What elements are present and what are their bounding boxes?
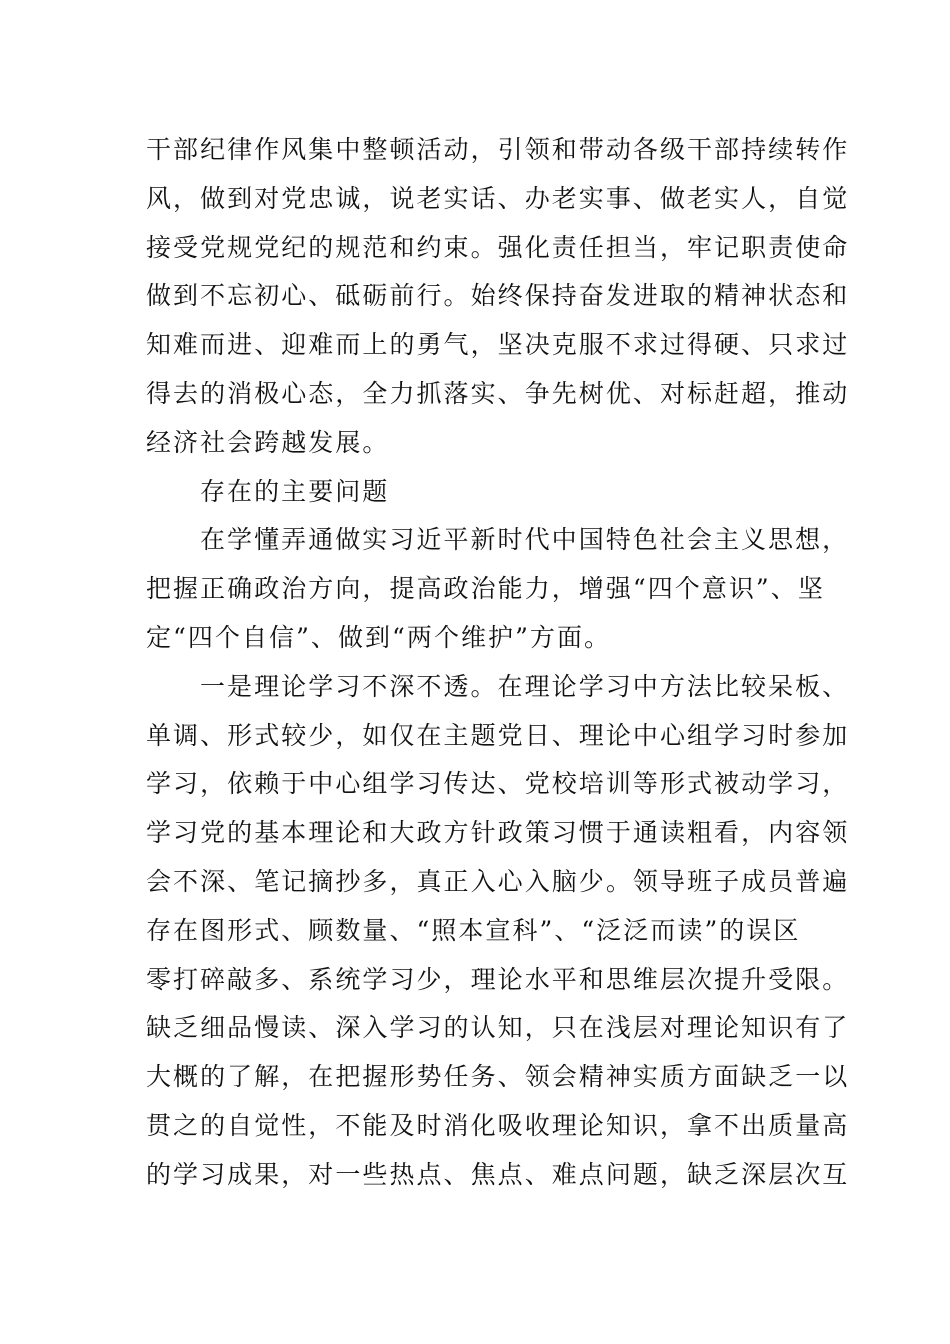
paragraph-line: 会不深、笔记摘抄多，真正入心入脑少。领导班子成员普遍	[146, 866, 850, 896]
paragraph-line: 学习，依赖于中心组学习传达、党校培训等形式被动学习，	[146, 769, 850, 799]
document-body	[146, 126, 850, 1200]
paragraph-line: 一是理论学习不深不透。在理论学习中方法比较呆板、	[200, 671, 850, 701]
section-heading: 存在的主要问题	[200, 476, 390, 506]
paragraph-line: 做到不忘初心、砥砺前行。始终保持奋发进取的精神状态和	[146, 281, 850, 311]
paragraph-line: 得去的消极心态，全力抓落实、争先树优、对标赶超，推动	[146, 378, 850, 408]
paragraph-line: 零打碎敲多、系统学习少，理论水平和思维层次提升受限。	[146, 964, 850, 994]
paragraph-line: 单调、形式较少，如仅在主题党日、理论中心组学习时参加	[146, 720, 850, 750]
paragraph-1	[146, 126, 850, 468]
paragraph-line: 把握正确政治方向，提高政治能力，增强“四个意识”、坚	[146, 574, 825, 604]
paragraph-3	[146, 663, 850, 1200]
paragraph-line: 风，做到对党忠诚，说老实话、办老实事、做老实人，自觉	[146, 183, 850, 213]
paragraph-line: 经济社会跨越发展。	[146, 427, 390, 457]
paragraph-line: 定“四个自信”、做到“两个维护”方面。	[146, 622, 612, 652]
paragraph-line: 大概的了解，在把握形势任务、领会精神实质方面缺乏一以	[146, 1062, 850, 1092]
paragraph-line: 知难而进、迎难而上的勇气，坚决克服不求过得硬、只求过	[146, 330, 850, 360]
paragraph-line: 接受党规党纪的规范和约束。强化责任担当，牢记职责使命	[146, 232, 850, 262]
paragraph-line: 在学懂弄通做实习近平新时代中国特色社会主义思想，	[200, 525, 850, 555]
paragraph-line: 干部纪律作风集中整顿活动，引领和带动各级干部持续转作	[146, 135, 850, 164]
paragraph-line: 存在图形式、顾数量、“照本宣科”、“泛泛而读”的误区	[146, 915, 801, 945]
paragraph-line: 的学习成果，对一些热点、焦点、难点问题，缺乏深层次互	[146, 1159, 850, 1189]
paragraph-2	[146, 516, 850, 662]
paragraph-line: 学习党的基本理论和大政方针政策习惯于通读粗看，内容领	[146, 818, 850, 848]
paragraph-line: 贯之的自觉性，不能及时消化吸收理论知识，拿不出质量高	[146, 1110, 850, 1140]
paragraph-line: 缺乏细品慢读、深入学习的认知，只在浅层对理论知识有了	[146, 1013, 850, 1043]
